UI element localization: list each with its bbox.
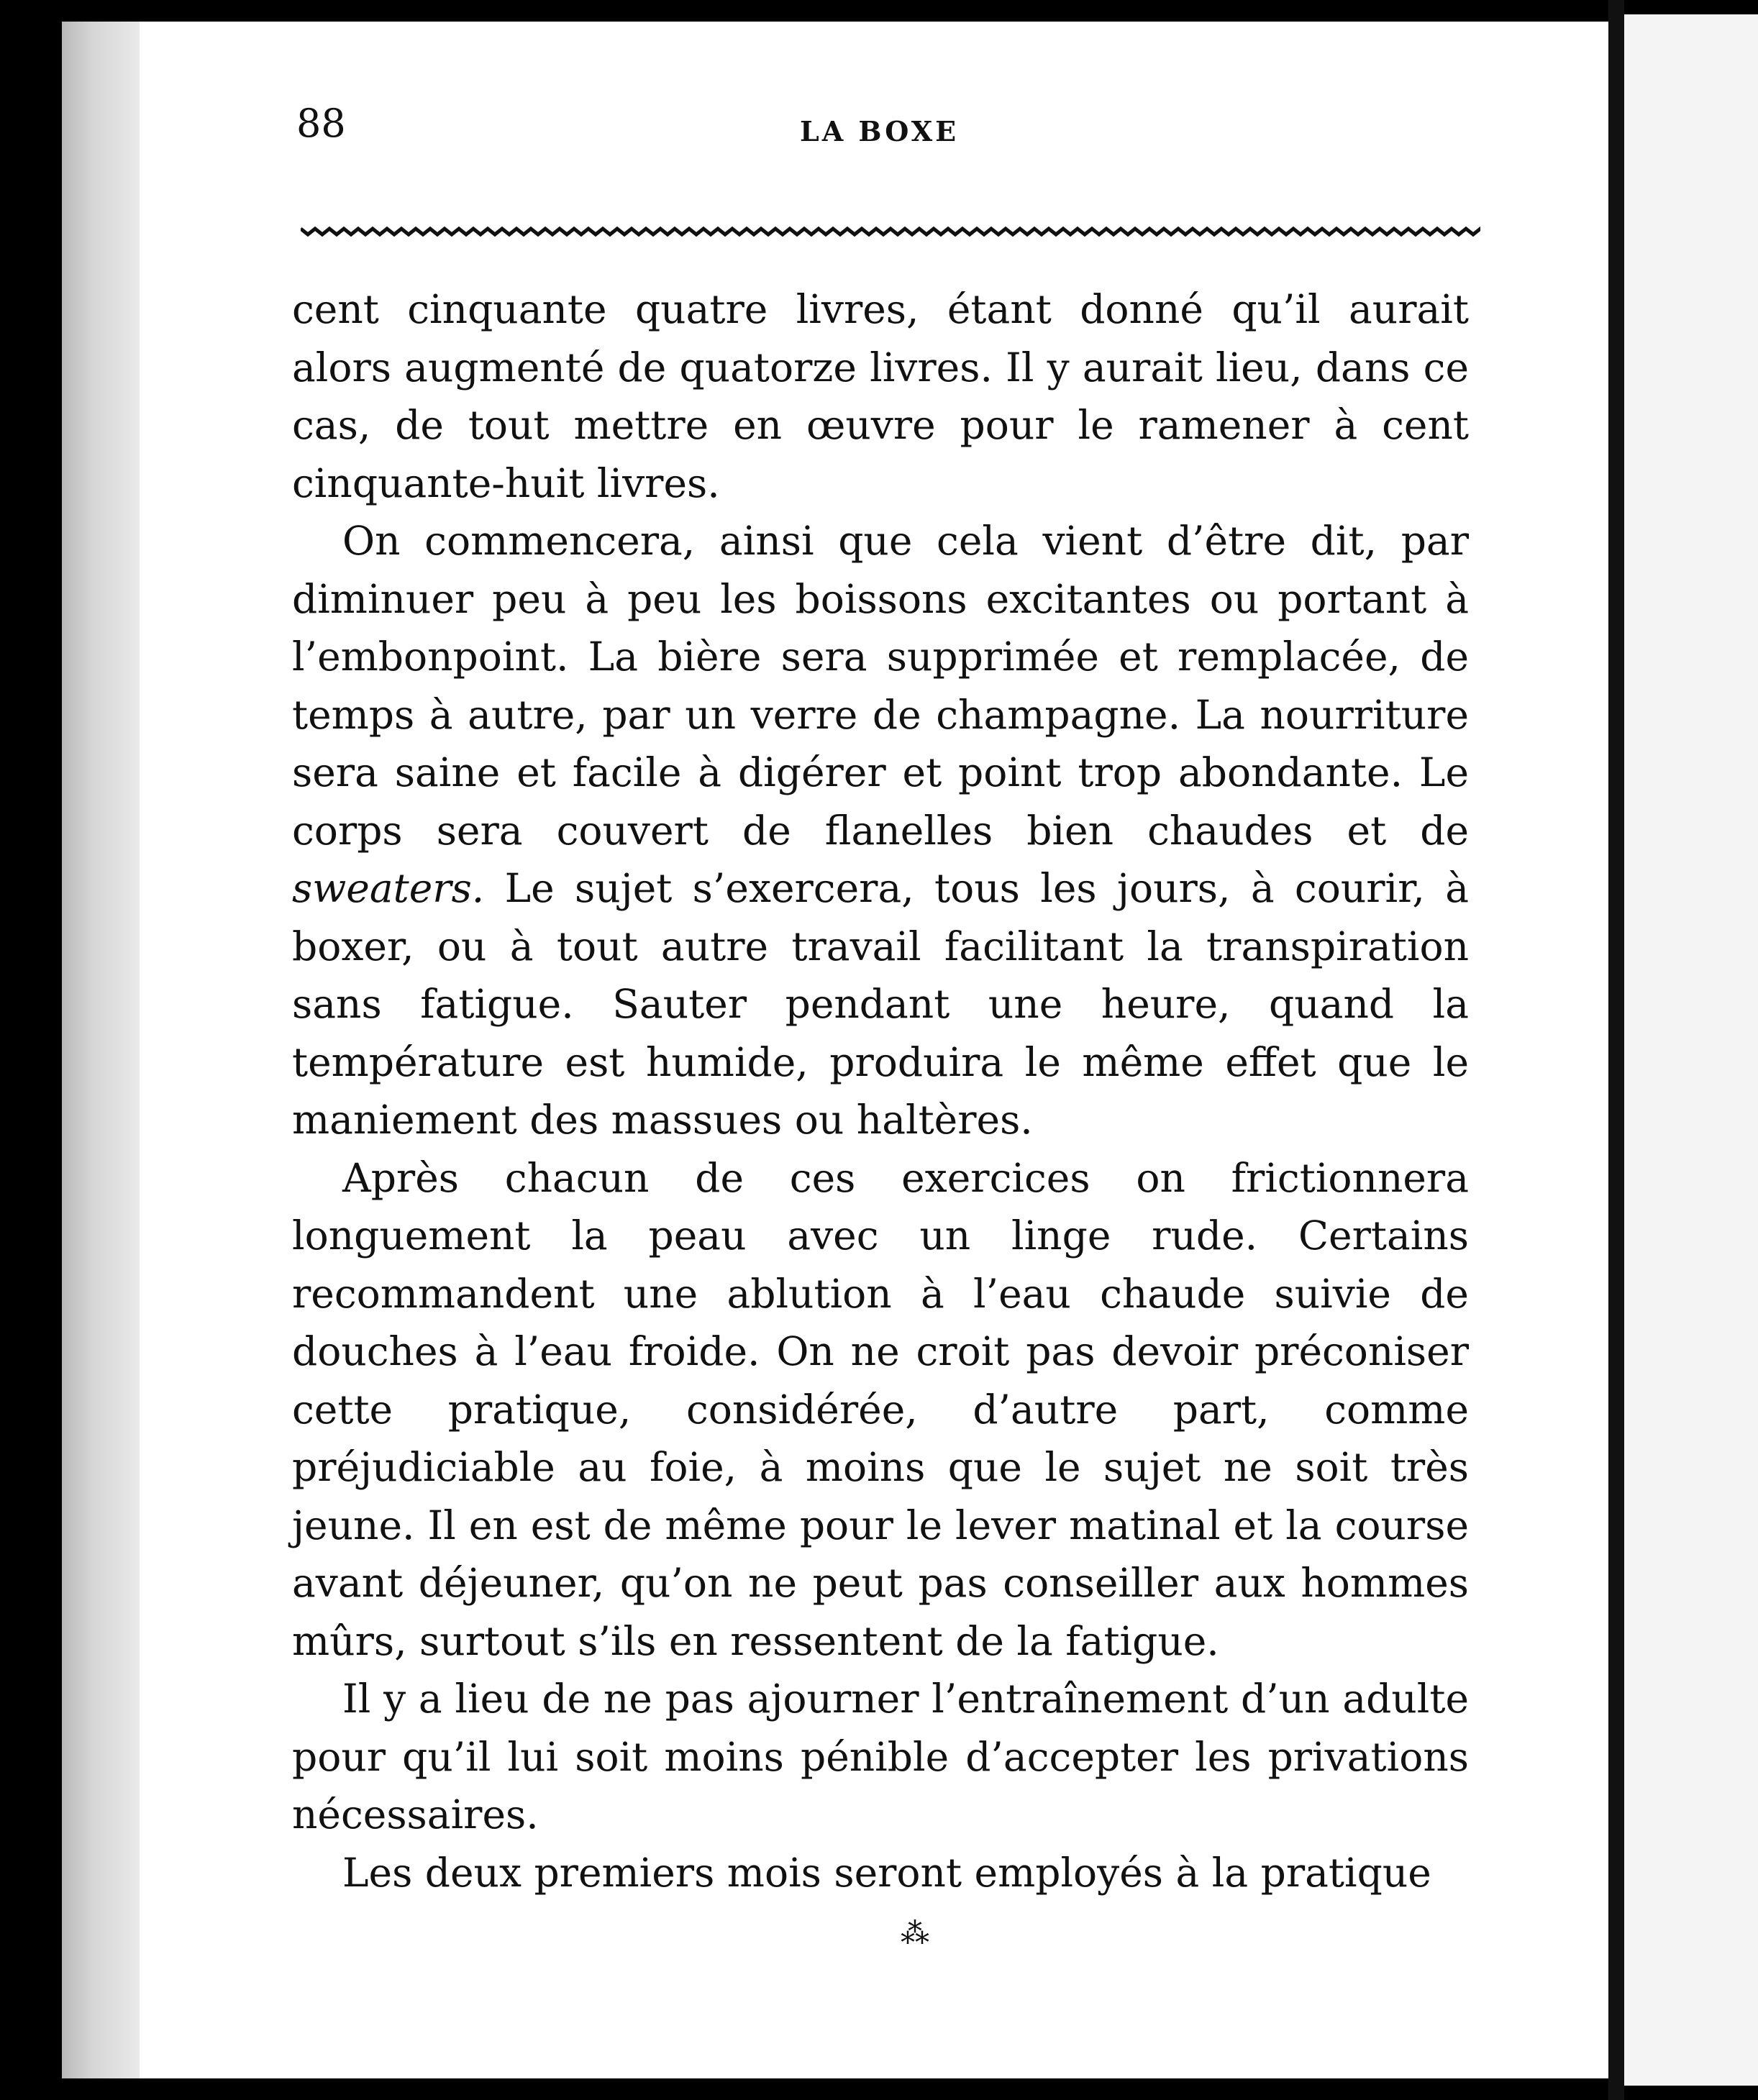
signature-ornament: ⁂ [901,1917,929,1950]
italic-term: sweaters. [292,865,485,911]
wavy-rule [301,216,1480,245]
paragraph-3: Après chacun de ces exercices on frictionnera longuement la peau avec un linge rude. Certains recommandent une ablution à l’eau chaude suivie de douches à l’eau froide. On ne croit pas devoir préconiser cette pratique, considérée, d’autre part, comme préjudiciable au foie, à moins que le sujet ne soit très jeune. Il en est de même pour le lever matinal et la course avant déjeuner, qu’on ne peut pas conseiller aux hommes mûrs, surtout s’ils en ressentent de la fatigue. [292,1154,1469,1664]
page-header [296,101,1476,158]
paragraph-5: Les deux premiers mois seront employés à la pratique [342,1849,1431,1896]
page-edge-left [62,22,140,2078]
paragraph-2-end: Le sujet s’exercera, tous les jours, à courir, à boxer, ou à tout autre travail facilitant la transpiration sans fatigue. Sauter pendant une heure, quand la température est humide, produira le même effet que le maniement des massues ou haltères. [292,865,1469,1143]
paragraph-4: Il y a lieu de ne pas ajourner l’entraînement d’un adulte pour qu’il lui soit moins pénible d’accepter les privations nécessaires. [292,1676,1469,1838]
running-head: LA BOXE [800,115,960,147]
paragraph-2 [292,512,1469,1149]
paragraph-1: cent cinquante quatre livres, étant donné qu’il aurait alors augmenté de quatorze livres. Il y aurait lieu, dans ce cas, de tout mettre en œuvre pour le ramener à cent cinquante-huit livres. [292,286,1469,506]
body-text [292,280,1469,1902]
facing-page-edge [1624,14,1758,2086]
paragraph-2-start: On commencera, ainsi que cela vient d’être dit, par diminuer peu à peu les boissons excitantes ou portant à l’embonpoint. La bière sera supprimée et remplacée, de temps à autre, par un verre de champagne. La nourriture sera saine et facile à digérer et point trop abondante. Le corps sera couvert de flanelles bien chaudes et de [292,518,1469,854]
gutter [1608,0,1624,2100]
page-number: 88 [296,101,346,146]
